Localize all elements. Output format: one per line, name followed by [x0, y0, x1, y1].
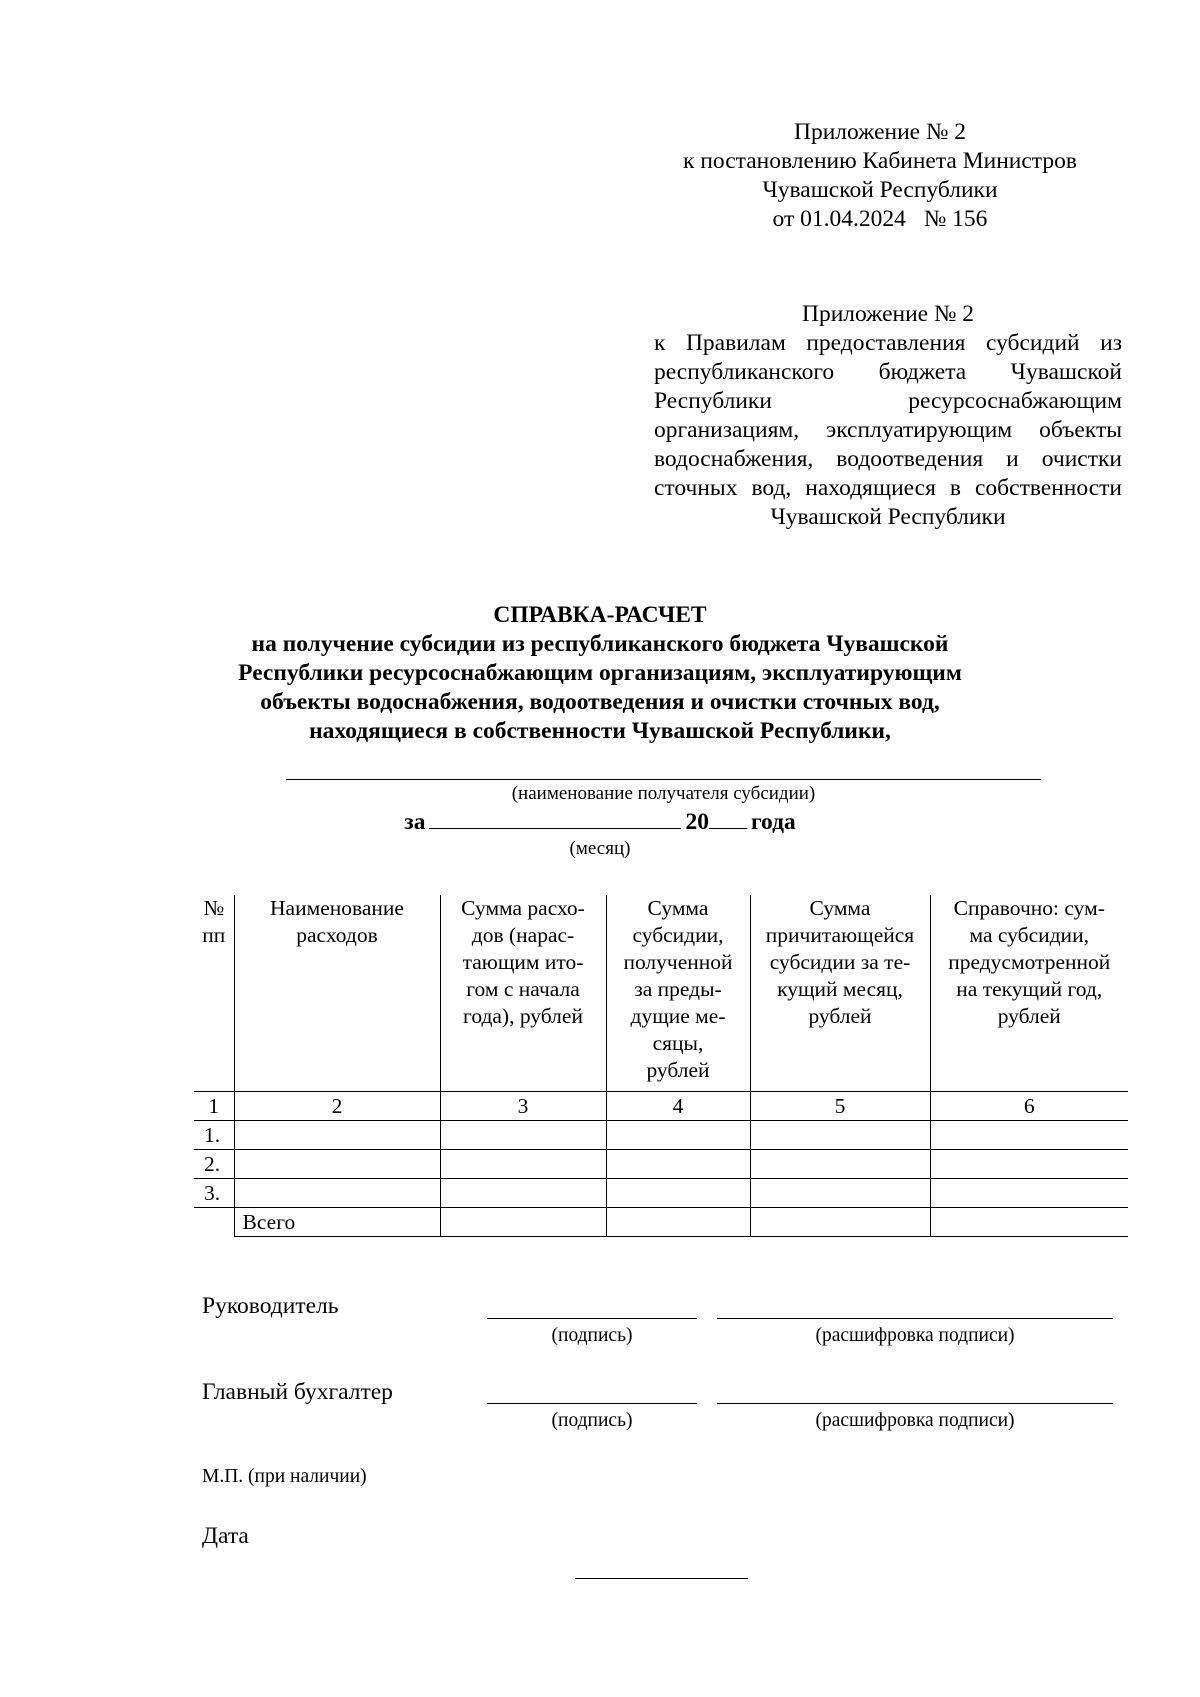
cell-annual-subsidy[interactable] — [930, 1121, 1128, 1150]
appendix-rules-block — [654, 300, 1122, 532]
head-signature-caption: (подпись) — [551, 1325, 633, 1346]
cell-expense-sum[interactable] — [440, 1179, 606, 1208]
column-number-row — [194, 1092, 1128, 1121]
accountant-label: Главный бухгалтер — [202, 1379, 393, 1405]
cell-previous-subsidy[interactable] — [606, 1179, 750, 1208]
appendix-cabinet-date-line — [640, 205, 1120, 234]
footer-rule — [575, 1578, 748, 1579]
head-decoding-field[interactable] — [717, 1318, 1113, 1319]
accountant-decoding-field[interactable] — [717, 1403, 1113, 1404]
month-caption: (месяц) — [569, 838, 631, 859]
period-suffix: года — [750, 809, 796, 835]
column-number: 1 — [194, 1092, 234, 1121]
cell-current-subsidy[interactable] — [750, 1179, 930, 1208]
total-annual-subsidy[interactable] — [930, 1208, 1128, 1237]
cell-expense-name[interactable] — [234, 1150, 440, 1179]
total-row — [194, 1208, 1128, 1237]
table-header-row — [194, 895, 1128, 1092]
accountant-decoding-caption: (расшифровка подписи) — [815, 1410, 1015, 1431]
column-number: 6 — [930, 1092, 1128, 1121]
header-current-subsidy: Сумма причитающейся субсидии за те- кущий месяц, рублей — [750, 895, 930, 1092]
table-row — [194, 1150, 1128, 1179]
table-row — [194, 1121, 1128, 1150]
appendix-cabinet-line1: Приложение № 2 — [793, 119, 967, 145]
header-annual-subsidy: Справочно: сум- ма субсидии, предусмотренной на текущий год, рублей — [930, 895, 1128, 1092]
head-decoding-caption: (расшифровка подписи) — [815, 1325, 1015, 1346]
total-previous-subsidy[interactable] — [606, 1208, 750, 1237]
document-title — [160, 601, 1040, 746]
appendix-cabinet-number: № 156 — [923, 206, 988, 232]
header-expense-sum: Сумма расхо- дов (нарас- тающим ито- гом с начала года), рублей — [440, 895, 606, 1092]
head-signature-field[interactable] — [487, 1318, 697, 1319]
total-expense-sum[interactable] — [440, 1208, 606, 1237]
period-line — [300, 808, 900, 836]
calculation-table — [194, 895, 1128, 1237]
total-current-subsidy[interactable] — [750, 1208, 930, 1237]
cell-current-subsidy[interactable] — [750, 1121, 930, 1150]
title-line4: объекты водоснабжения, водоотведения и очистки сточных вод, — [260, 689, 940, 715]
appendix-rules-text: к Правилам предоставления субсидий из республиканского бюджета Чувашской Республики ресурсоснабжающим организациям, эксплуатирующим объекты водоснабжения, водоотведения и очистки сточных вод, находящиеся в собственности Чувашской Республики — [654, 330, 1122, 530]
title-line1: СПРАВКА-РАСЧЕТ — [493, 602, 707, 628]
row-number: 2. — [194, 1150, 234, 1179]
cell-expense-name[interactable] — [234, 1179, 440, 1208]
column-number: 3 — [440, 1092, 606, 1121]
cell-previous-subsidy[interactable] — [606, 1121, 750, 1150]
date-label: Дата — [202, 1523, 249, 1549]
appendix-rules-heading: Приложение № 2 — [801, 301, 975, 327]
column-number: 2 — [234, 1092, 440, 1121]
month-field[interactable] — [429, 828, 681, 829]
accountant-signature-caption: (подпись) — [551, 1410, 633, 1431]
accountant-signature-field[interactable] — [487, 1403, 697, 1404]
title-line3: Республики ресурсоснабжающим организациям, эксплуатирующим — [238, 660, 962, 686]
cell-previous-subsidy[interactable] — [606, 1150, 750, 1179]
appendix-cabinet-block — [640, 118, 1120, 234]
cell-annual-subsidy[interactable] — [930, 1150, 1128, 1179]
total-row-number — [194, 1208, 234, 1237]
cell-expense-sum[interactable] — [440, 1121, 606, 1150]
row-number: 3. — [194, 1179, 234, 1208]
cell-expense-sum[interactable] — [440, 1150, 606, 1179]
recipient-name-field[interactable] — [286, 779, 1041, 780]
appendix-cabinet-date: от 01.04.2024 — [772, 206, 906, 232]
cell-expense-name[interactable] — [234, 1121, 440, 1150]
title-line5: находящиеся в собственности Чувашской Республики, — [309, 718, 891, 744]
head-label: Руководитель — [202, 1293, 339, 1319]
stamp-label: М.П. (при наличии) — [202, 1466, 367, 1487]
cell-annual-subsidy[interactable] — [930, 1179, 1128, 1208]
row-number: 1. — [194, 1121, 234, 1150]
header-expense-name: Наименование расходов — [234, 895, 440, 1092]
total-label: Всего — [234, 1208, 440, 1237]
period-prefix: за — [404, 809, 426, 835]
column-number: 5 — [750, 1092, 930, 1121]
year-field[interactable] — [709, 828, 747, 829]
appendix-cabinet-line3: Чувашской Республики — [762, 177, 998, 203]
header-number: № пп — [194, 895, 234, 1092]
appendix-cabinet-line2: к постановлению Кабинета Министров — [683, 148, 1077, 174]
title-line2: на получение субсидии из республиканского бюджета Чувашской — [251, 631, 949, 657]
cell-current-subsidy[interactable] — [750, 1150, 930, 1179]
recipient-caption: (наименование получателя субсидии) — [511, 783, 816, 804]
year-prefix: 20 — [685, 809, 709, 835]
header-previous-subsidy: Сумма субсидии, полученной за преды- дущие ме- сяцы, рублей — [606, 895, 750, 1092]
column-number: 4 — [606, 1092, 750, 1121]
table-row — [194, 1179, 1128, 1208]
